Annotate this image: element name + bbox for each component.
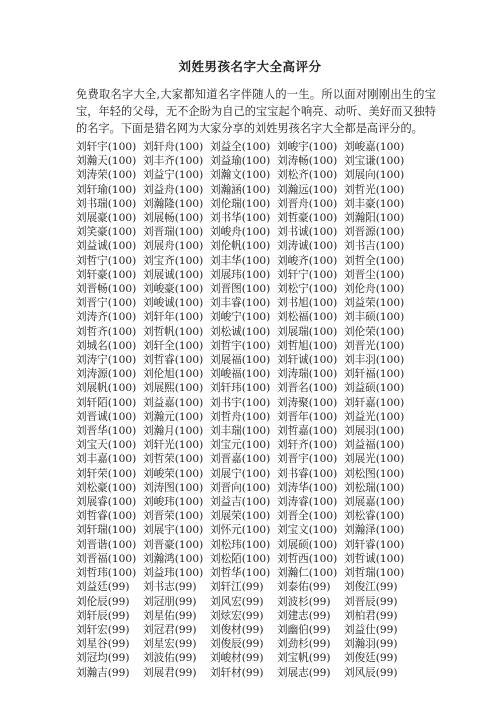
name-entry: 刘益瑜(100): [210, 155, 271, 168]
name-entry: 刘轩全(100): [143, 339, 204, 352]
name-entry: 刘涛睿(100): [277, 496, 338, 509]
name-entry: 刘晋名(100): [277, 382, 338, 395]
name-entry: 刘松瑞(100): [344, 481, 405, 494]
name-entry: 刘展光(100): [344, 453, 405, 466]
name-entry: 刘展畅(100): [143, 212, 204, 225]
name-entry: 刘丰硕(100): [344, 311, 405, 324]
name-entry: 刘建志(99): [277, 609, 331, 622]
name-entry: 刘晋福(100): [76, 552, 137, 565]
name-entry: 刘轩瑞(100): [76, 524, 137, 537]
name-entry: 刘风辰(99): [344, 666, 398, 679]
name-entry: 刘宝帆(99): [277, 652, 331, 665]
name-entry: 刘益宁(100): [143, 169, 204, 182]
name-entry: 刘轩辰(99): [76, 609, 130, 622]
name-entry: 刘展宇(100): [143, 524, 204, 537]
name-entry: 刘幽伯(99): [277, 623, 331, 636]
name-entry: 刘瀚涵(100): [210, 183, 271, 196]
name-entry: 刘益福(100): [344, 439, 405, 452]
name-entry: 刘伦帆(100): [210, 240, 271, 253]
name-entry: 刘劲杉(99): [277, 638, 331, 651]
name-entry: 刘展睿(100): [76, 496, 137, 509]
name-entry: 刘哲睿(100): [76, 510, 137, 523]
name-entry: 刘书华(100): [210, 212, 271, 225]
name-entry: 刘晋尘(100): [344, 268, 405, 281]
name-entry: 刘晋宇(100): [277, 453, 338, 466]
name-entry: 刘松诚(100): [210, 325, 271, 338]
name-entry: 刘伦辰(99): [76, 595, 130, 608]
name-entry: 刘哲舟(100): [210, 410, 271, 423]
name-entry: 刘峻荣(100): [143, 467, 204, 480]
name-entry: 刘瀚鸿(100): [143, 552, 204, 565]
name-entry: 刘涛图(100): [143, 481, 204, 494]
name-entry: 刘书宇(100): [210, 396, 271, 409]
name-entry: 刘益仕(99): [344, 623, 398, 636]
name-entry: 刘书吉(100): [344, 240, 405, 253]
name-entry: 刘展硕(100): [277, 538, 338, 551]
name-entry: 刘轩陌(100): [76, 396, 137, 409]
name-list: [76, 140, 436, 680]
name-entry: 刘展熙(100): [143, 382, 204, 395]
name-entry: 刘宝谦(100): [344, 155, 405, 168]
name-entry: 刘丰豪(100): [344, 197, 405, 210]
name-entry: 刘晋畅(100): [76, 283, 137, 296]
name-entry: 刘波佑(99): [143, 652, 197, 665]
name-entry: 刘晋年(100): [277, 410, 338, 423]
name-entry: 刘晋辰(99): [344, 595, 398, 608]
name-entry: 刘笑豪(100): [76, 226, 137, 239]
name-entry: 刘晋全(100): [277, 510, 338, 523]
name-entry: 刘晋舟(100): [277, 197, 338, 210]
name-entry: 刘冠均(99): [76, 652, 130, 665]
name-entry: 刘晋华(100): [76, 425, 137, 438]
name-entry: 刘峻诚(100): [143, 297, 204, 310]
name-entry: 刘俊江(99): [344, 581, 398, 594]
name-entry: 刘瀚吉(99): [76, 666, 130, 679]
name-entry: 刘哲宁(100): [76, 254, 137, 267]
name-entry: 刘益荣(100): [344, 297, 405, 310]
name-entry: 刘宝齐(100): [143, 254, 204, 267]
name-entry: 刘宝天(100): [76, 439, 137, 452]
name-entry: 刘峻宁(100): [210, 311, 271, 324]
name-entry: 刘峻玮(100): [143, 496, 204, 509]
name-entry: 刘星宏(99): [143, 638, 197, 651]
name-entry: 刘城名(100): [76, 339, 137, 352]
name-entry: 刘晋荣(100): [143, 510, 204, 523]
name-entry: 刘轩荣(100): [76, 467, 137, 480]
name-entry: 刘冠君(99): [143, 623, 197, 636]
name-entry: 刘轩福(100): [344, 368, 405, 381]
name-entry: 刘哲齐(100): [76, 325, 137, 338]
name-entry: 刘展荣(100): [210, 510, 271, 523]
name-entry: 刘哲宇(100): [210, 339, 271, 352]
name-entry: 刘宝元(100): [210, 439, 271, 452]
name-entry: 刘星佑(99): [143, 609, 197, 622]
name-entry: 刘涛畅(100): [277, 155, 338, 168]
name-entry: 刘瀚羽(99): [344, 638, 398, 651]
name-entry: 刘展帆(100): [76, 382, 137, 395]
name-entry: 刘炫宏(99): [210, 609, 264, 622]
name-entry: 刘轩豪(100): [76, 268, 137, 281]
name-entry: 刘哲玮(100): [76, 567, 137, 580]
name-entry: 刘哲全(100): [344, 254, 405, 267]
name-entry: 刘波杉(99): [277, 595, 331, 608]
name-entry: 刘峻宇(100): [277, 141, 338, 153]
name-entry: 刘书旭(100): [277, 297, 338, 310]
name-entry: 刘瀚月(100): [143, 425, 204, 438]
name-entry: 刘轩嘉(100): [344, 396, 405, 409]
name-entry: 刘松豪(100): [76, 481, 137, 494]
name-entry: 刘展宁(100): [210, 467, 271, 480]
name-entry: 刘益嘉(100): [143, 396, 204, 409]
name-entry: 刘轩江(99): [210, 581, 264, 594]
name-entry: 刘哲旭(100): [277, 339, 338, 352]
name-entry: 刘书睿(100): [277, 467, 338, 480]
name-entry: 刘展舟(100): [143, 240, 204, 253]
name-entry: 刘展志(99): [277, 666, 331, 679]
name-entry: 刘涛宁(100): [76, 354, 137, 367]
name-entry: 刘晋光(100): [344, 339, 405, 352]
name-entry: 刘书瑞(100): [76, 197, 137, 210]
name-entry: 刘益玮(100): [143, 567, 204, 580]
page-title: 刘姓男孩名字大全高评分: [178, 59, 322, 74]
name-entry: 刘松玮(100): [210, 538, 271, 551]
name-entry: 刘瀚天(100): [76, 155, 137, 168]
name-entry: 刘峻豪(100): [143, 283, 204, 296]
name-entry: 刘俊廷(99): [344, 652, 398, 665]
name-entry: 刘松陌(100): [210, 552, 271, 565]
name-entry: 刘宝文(100): [277, 524, 338, 537]
name-entry: 刘展玮(100): [210, 268, 271, 281]
name-entry: 刘展向(100): [344, 169, 405, 182]
name-entry: 刘哲光(100): [344, 183, 405, 196]
name-entry: 刘轩年(100): [143, 311, 204, 324]
name-entry: 刘松睿(100): [344, 510, 405, 523]
name-entry: 刘益吉(100): [210, 496, 271, 509]
name-entry: 刘展豪(100): [76, 212, 137, 225]
name-entry: 刘峻嘉(100): [344, 141, 405, 153]
name-entry: 刘展君(99): [143, 666, 197, 679]
name-entry: 刘松图(100): [344, 467, 405, 480]
name-entry: 刘轩瑜(100): [76, 183, 137, 196]
name-entry: 刘涛华(100): [277, 481, 338, 494]
name-entry: 刘晋向(100): [210, 481, 271, 494]
name-entry: 刘轩玮(100): [210, 382, 271, 395]
name-entry: 刘峻齐(100): [277, 254, 338, 267]
name-entry: 刘泰佑(99): [277, 581, 331, 594]
name-entry: 刘益全(100): [210, 141, 271, 153]
name-entry: 刘俊辰(99): [210, 638, 264, 651]
name-entry: 刘展福(100): [210, 354, 271, 367]
name-entry: 刘轩宇(100): [76, 141, 137, 153]
name-entry: 刘轩宏(99): [76, 623, 130, 636]
name-entry: 刘哲西(100): [277, 552, 338, 565]
name-entry: 刘哲帆(100): [143, 325, 204, 338]
name-entry: 刘松齐(100): [277, 169, 338, 182]
name-entry: 刘晋宁(100): [76, 297, 137, 310]
name-entry: 刘松福(100): [277, 311, 338, 324]
name-entry: 刘瀚泽(100): [344, 524, 405, 537]
name-entry: 刘涛瑞(100): [277, 368, 338, 381]
name-entry: 刘风宏(99): [210, 595, 264, 608]
name-entry: 刘晋图(100): [210, 283, 271, 296]
name-entry: 刘晋嘉(100): [210, 453, 271, 466]
name-entry: 刘晋诚(100): [76, 410, 137, 423]
name-entry: 刘轩齐(100): [277, 439, 338, 452]
name-entry: 刘晋豪(100): [143, 538, 204, 551]
name-entry: 刘益诚(100): [76, 240, 137, 253]
name-entry: 刘益光(100): [344, 410, 405, 423]
name-entry: 刘丰羽(100): [344, 354, 405, 367]
name-entry: 刘轩材(99): [210, 666, 264, 679]
name-entry: 刘哲华(100): [210, 567, 271, 580]
name-entry: 刘益廷(99): [76, 581, 130, 594]
name-entry: 刘哲豪(100): [277, 212, 338, 225]
name-entry: 刘瀚文(100): [210, 169, 271, 182]
name-entry: 刘伦瑞(100): [210, 197, 271, 210]
name-entry: 刘益硕(100): [344, 382, 405, 395]
name-entry: 刘瀚远(100): [277, 183, 338, 196]
name-entry: 刘瀚元(100): [143, 410, 204, 423]
name-entry: 刘瀚仁(100): [277, 567, 338, 580]
name-entry: 刘峻舟(100): [210, 226, 271, 239]
name-entry: 刘瀚隆(100): [143, 197, 204, 210]
name-entry: 刘伦荣(100): [344, 325, 405, 338]
name-entry: 刘峻福(100): [210, 368, 271, 381]
name-entry: 刘松宁(100): [277, 283, 338, 296]
name-entry: 刘丰华(100): [210, 254, 271, 267]
name-entry: 刘丰瑞(100): [210, 425, 271, 438]
name-entry: 刘伦舟(100): [344, 283, 405, 296]
name-entry: 刘涛源(100): [76, 368, 137, 381]
name-entry: 刘俊材(99): [210, 623, 264, 636]
name-entry: 刘哲睿(100): [143, 354, 204, 367]
name-entry: 刘轩睿(100): [344, 538, 405, 551]
name-entry: 刘涛齐(100): [76, 311, 137, 324]
name-entry: 刘哲瑞(100): [344, 567, 405, 580]
name-entry: 刘轩舟(100): [143, 141, 204, 153]
name-entry: 刘书志(99): [143, 581, 197, 594]
name-entry: 刘涛聚(100): [277, 396, 338, 409]
name-entry: 刘晋谐(100): [76, 538, 137, 551]
name-entry: 刘哲嘉(100): [277, 425, 338, 438]
name-entry: 刘丰嘉(100): [76, 453, 137, 466]
name-entry: 刘书诚(100): [277, 226, 338, 239]
name-entry: 刘益舟(100): [143, 183, 204, 196]
name-entry: 刘峻材(99): [210, 652, 264, 665]
name-entry: 刘晋源(100): [344, 226, 405, 239]
name-entry: 刘丰齐(100): [143, 155, 204, 168]
name-entry: 刘伦旭(100): [143, 368, 204, 381]
name-entry: 刘柏君(99): [344, 609, 398, 622]
name-entry: 刘轩诚(100): [277, 354, 338, 367]
name-entry: 刘瀚阳(100): [344, 212, 405, 225]
name-entry: 刘展嘉(100): [344, 496, 405, 509]
name-entry: 刘轩光(100): [143, 439, 204, 452]
name-entry: 刘哲诚(100): [344, 552, 405, 565]
name-entry: 刘哲荣(100): [143, 453, 204, 466]
name-entry: 刘冠朋(99): [143, 595, 197, 608]
name-entry: 刘展瑞(100): [277, 325, 338, 338]
name-entry: 刘晋瑞(100): [143, 226, 204, 239]
name-entry: 刘丰睿(100): [210, 297, 271, 310]
name-entry: 刘展诚(100): [143, 268, 204, 281]
name-entry: 刘星谷(99): [76, 638, 130, 651]
name-entry: 刘轩宁(100): [277, 268, 338, 281]
name-entry: 刘涛荣(100): [76, 169, 137, 182]
intro-paragraph: 免费取名字大全,大家都知道名字伴随人的一生。所以面对刚刚出生的宝宝，年轻的父母，无不企盼为自己的宝宝起个响亮、动听、美好而又独特的名字。下面是猎名网为大家分享的刘姓男孩名字大全都是高评分的。: [76, 88, 436, 135]
name-entry: 刘展羽(100): [344, 425, 405, 438]
name-entry: 刘涛诚(100): [277, 240, 338, 253]
name-entry: 刘怀元(100): [210, 524, 271, 537]
